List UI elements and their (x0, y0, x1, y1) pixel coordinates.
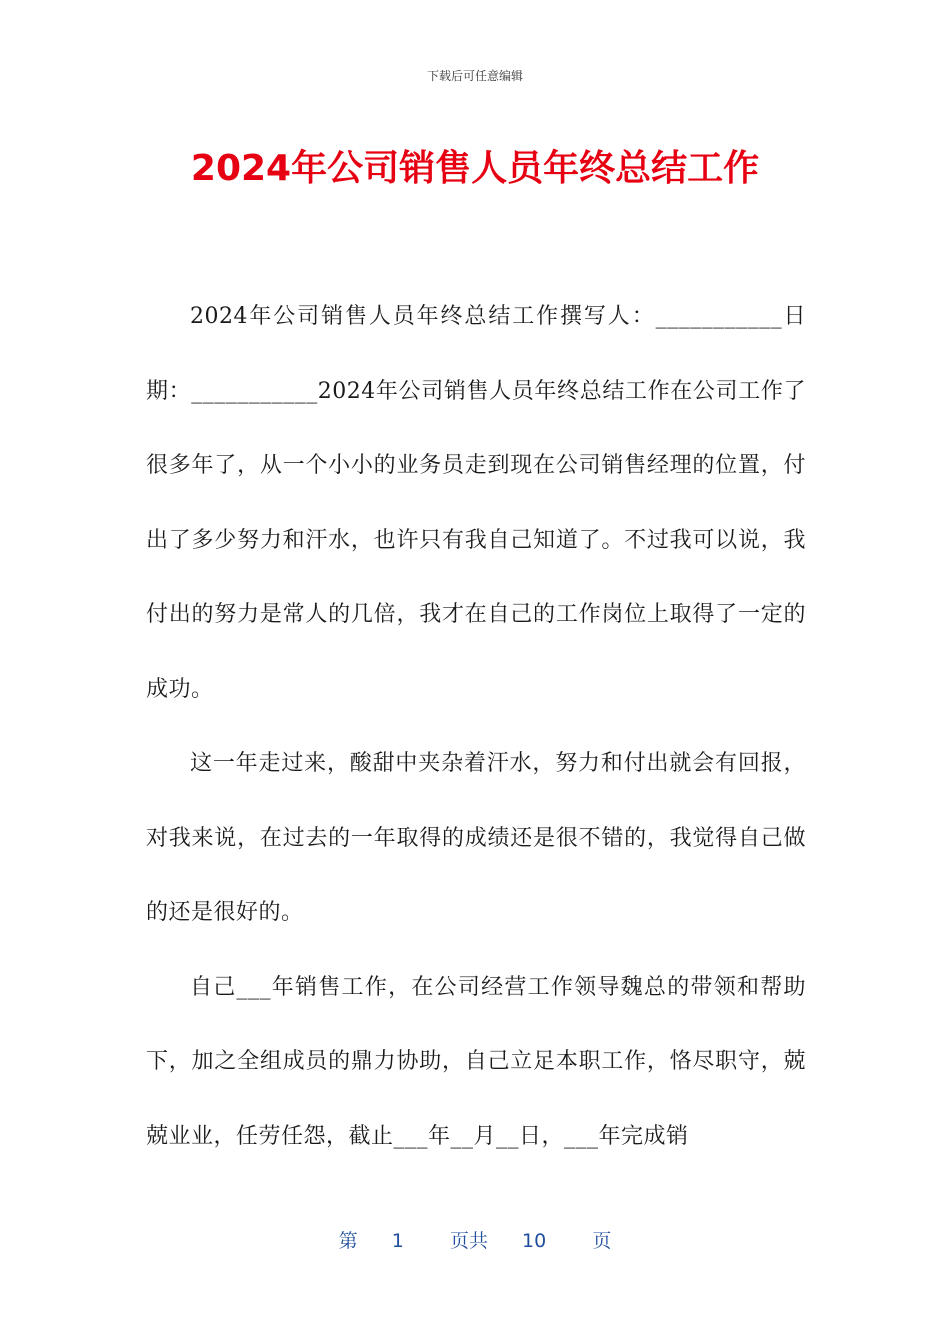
footer-page-number: 1 (391, 1230, 404, 1252)
header-note: 下载后可任意编辑 (426, 69, 523, 83)
footer-total-pages: 10 (522, 1230, 547, 1252)
footer-suffix: 页 (592, 1230, 612, 1252)
footer-middle: 页共 (449, 1230, 488, 1252)
document-title: 2024年公司销售人员年终总结工作 (190, 148, 760, 189)
footer-prefix: 第 (338, 1230, 358, 1252)
document-body (146, 280, 806, 1174)
paragraph-1: 2024年公司销售人员年终总结工作撰写人：___________日期：___________2024年公司销售人员年终总结工作在公司工作了很多年了，从一个小小的业务员走到现在公司销售经理的位置，付出了多少努力和汗水，也许只有我自己知道了。不过我可以说，我付出的努力是常人的几倍，我才在自己的工作岗位上取得了一定的成功。 (146, 304, 806, 702)
page-footer (0, 1226, 950, 1253)
paragraph-3: 自己___年销售工作，在公司经营工作领导魏总的带领和帮助下，加之全组成员的鼎力协助，自己立足本职工作，恪尽职守，兢兢业业，任劳任怨，截止___年__月__日，___年完成销 (146, 974, 806, 1149)
paragraph-2: 这一年走过来，酸甜中夹杂着汗水，努力和付出就会有回报，对我来说，在过去的一年取得的成绩还是很不错的，我觉得自己做的还是很好的。 (146, 751, 806, 925)
